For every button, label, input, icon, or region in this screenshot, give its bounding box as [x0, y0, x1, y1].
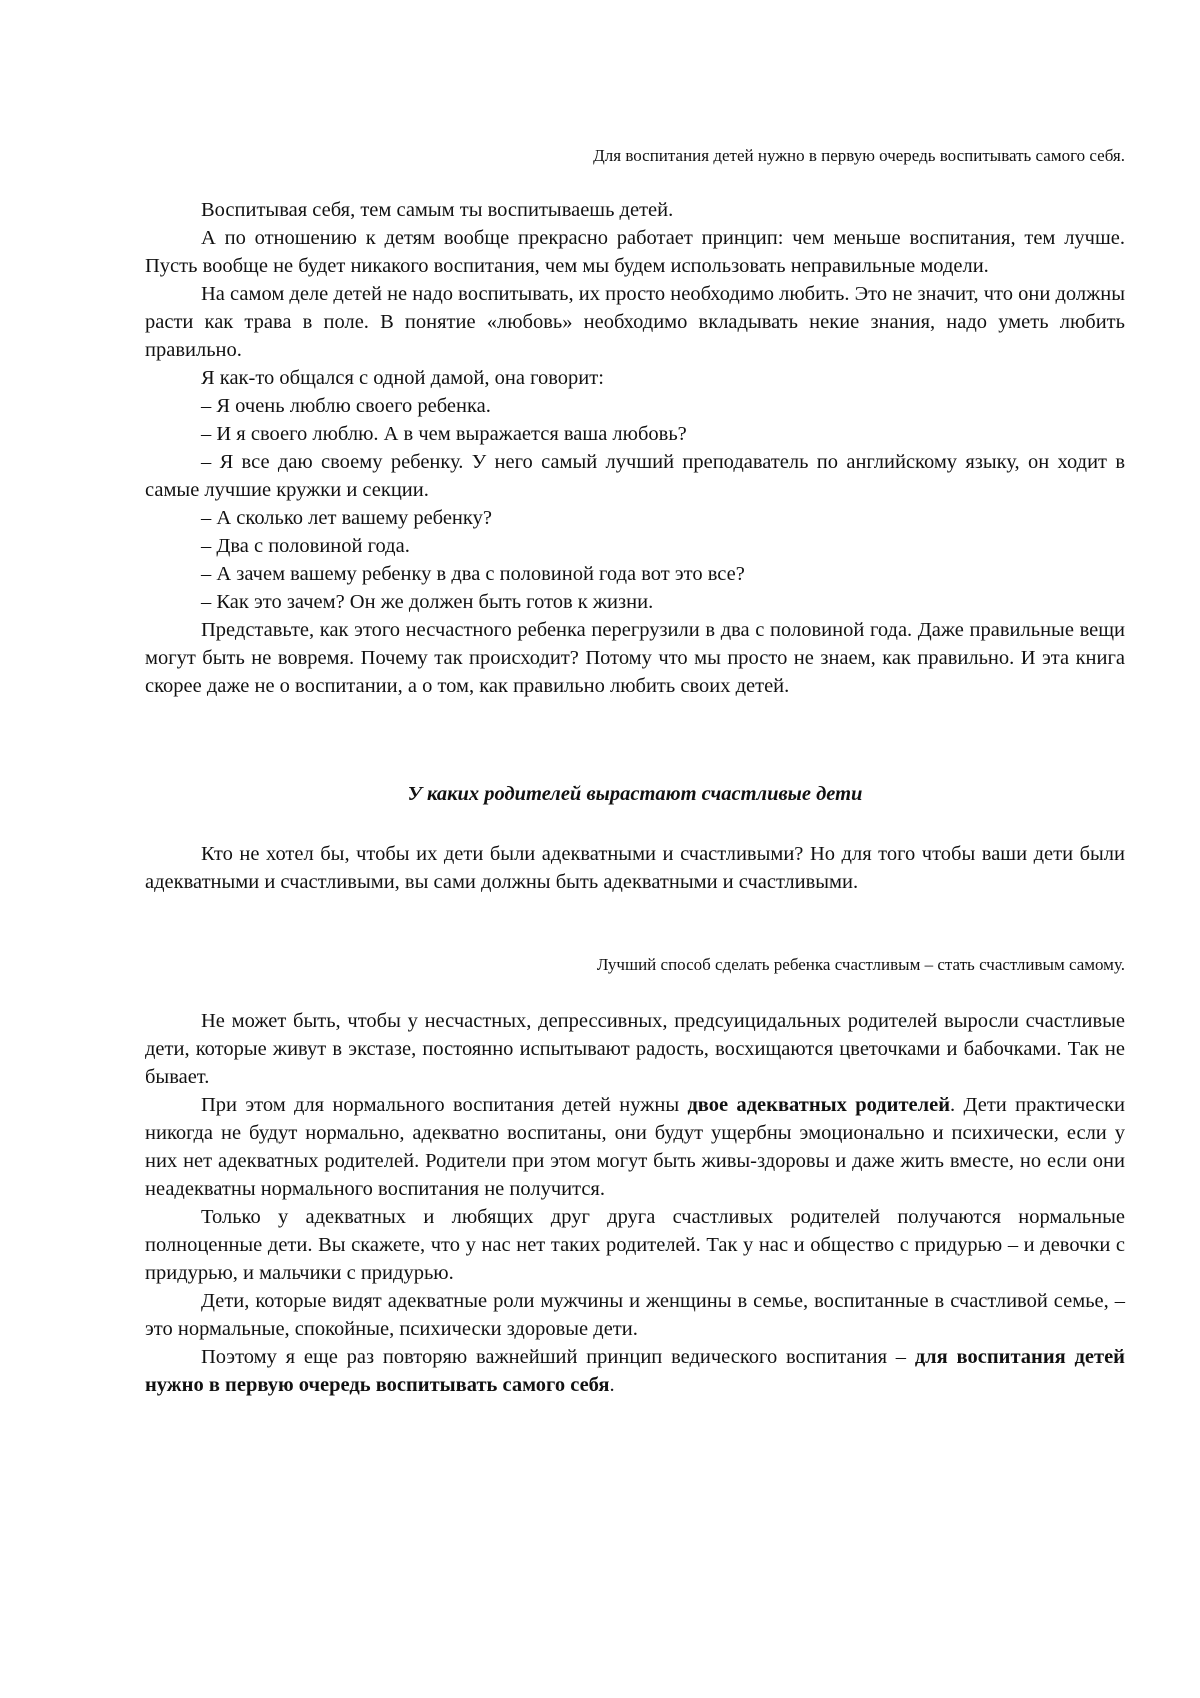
paragraph-text: . Дети практически никогда не будут нормально, адекватно воспитаны, они будут ущербны эмоционально и психически, если у них нет адекватных родителей. Родители при этом могут быть живы-здоровы и даже жить вместе, но если они неадекватны нормального воспитания не получится.: [145, 1094, 1125, 1200]
paragraph: Дети, которые видят адекватные роли мужчины и женщины в семье, воспитанные в счастливой семье, – это нормальные, спокойные, психически здоровые дети.: [145, 1290, 1125, 1340]
paragraph: Воспитывая себя, тем самым ты воспитываешь детей.: [201, 199, 674, 221]
paragraph-text: При этом для нормального воспитания детей нужны: [201, 1094, 688, 1116]
paragraph: Не может быть, чтобы у несчастных, депрессивных, предсуицидальных родителей выросли счастливые дети, которые живут в экстазе, постоянно испытывают радость, восхищаются цветочками и бабочками. Так не бывает.: [145, 1010, 1125, 1088]
paragraph: Только у адекватных и любящих друг друга счастливых родителей получаются нормальные полноценные дети. Вы скажете, что у нас нет таких родителей. Так у нас и общество с придурью – и девочки с придурью, и мальчики с придурью.: [145, 1206, 1125, 1284]
epigraph-top: [145, 145, 1125, 167]
paragraph-text: Поэтому я еще раз повторяю важнейший принцип ведического воспитания –: [201, 1346, 915, 1368]
paragraph: [145, 1343, 1125, 1399]
dialogue-line: – А сколько лет вашему ребенку?: [201, 507, 492, 529]
paragraph: А по отношению к детям вообще прекрасно работает принцип: чем меньше воспитания, тем лучше. Пусть вообще не будет никакого воспитания, чем мы будем использовать неправильные модели.: [145, 227, 1125, 277]
bold-phrase: двое адекватных родителей: [687, 1094, 951, 1116]
paragraph-text: .: [609, 1374, 615, 1396]
paragraph: На самом деле детей не надо воспитывать, их просто необходимо любить. Это не значит, что они должны расти как трава в поле. В понятие «любовь» необходимо вкладывать некие знания, надо уметь любить правильно.: [145, 283, 1125, 361]
paragraph: [145, 1091, 1125, 1203]
paragraph: Кто не хотел бы, чтобы их дети были адекватными и счастливыми? Но для того чтобы ваши дети были адекватными и счастливыми, вы сами должны быть адекватными и счастливыми.: [145, 843, 1125, 893]
section-heading: У каких родителей вырастают счастливые дети: [407, 783, 863, 805]
epigraph-middle: [145, 954, 1125, 976]
paragraph: Я как-то общался с одной дамой, она говорит:: [201, 367, 604, 389]
dialogue-line: – А зачем вашему ребенку в два с половиной года вот это все?: [201, 563, 745, 585]
epigraph-top-text: Для воспитания детей нужно в первую очередь воспитывать самого себя.: [593, 146, 1125, 165]
dialogue-line: – Я очень люблю своего ребенка.: [201, 395, 491, 417]
paragraph: Представьте, как этого несчастного ребенка перегрузили в два с половиной года. Даже правильные вещи могут быть не вовремя. Почему так происходит? Потому что мы просто не знаем, как правильно. И эта книга скорее даже не о воспитании, а о том, как правильно любить своих детей.: [145, 619, 1125, 697]
text-section-3: [145, 1007, 1125, 1399]
dialogue-line: – Как это зачем? Он же должен быть готов к жизни.: [201, 591, 654, 613]
dialogue-line: – Я все даю своему ребенку. У него самый лучший преподаватель по английскому языку, он ходит в самые лучшие кружки и секции.: [145, 451, 1125, 501]
epigraph-middle-text: Лучший способ сделать ребенка счастливым – стать счастливым самому.: [596, 955, 1125, 974]
text-section-1: [145, 196, 1125, 700]
text-section-2: [145, 840, 1125, 896]
bold-phrase: для воспитания детей нужно в первую очередь воспитывать самого себя: [145, 1346, 1125, 1396]
dialogue-line: – И я своего люблю. А в чем выражается ваша любовь?: [201, 423, 687, 445]
dialogue-line: – Два с половиной года.: [201, 535, 410, 557]
